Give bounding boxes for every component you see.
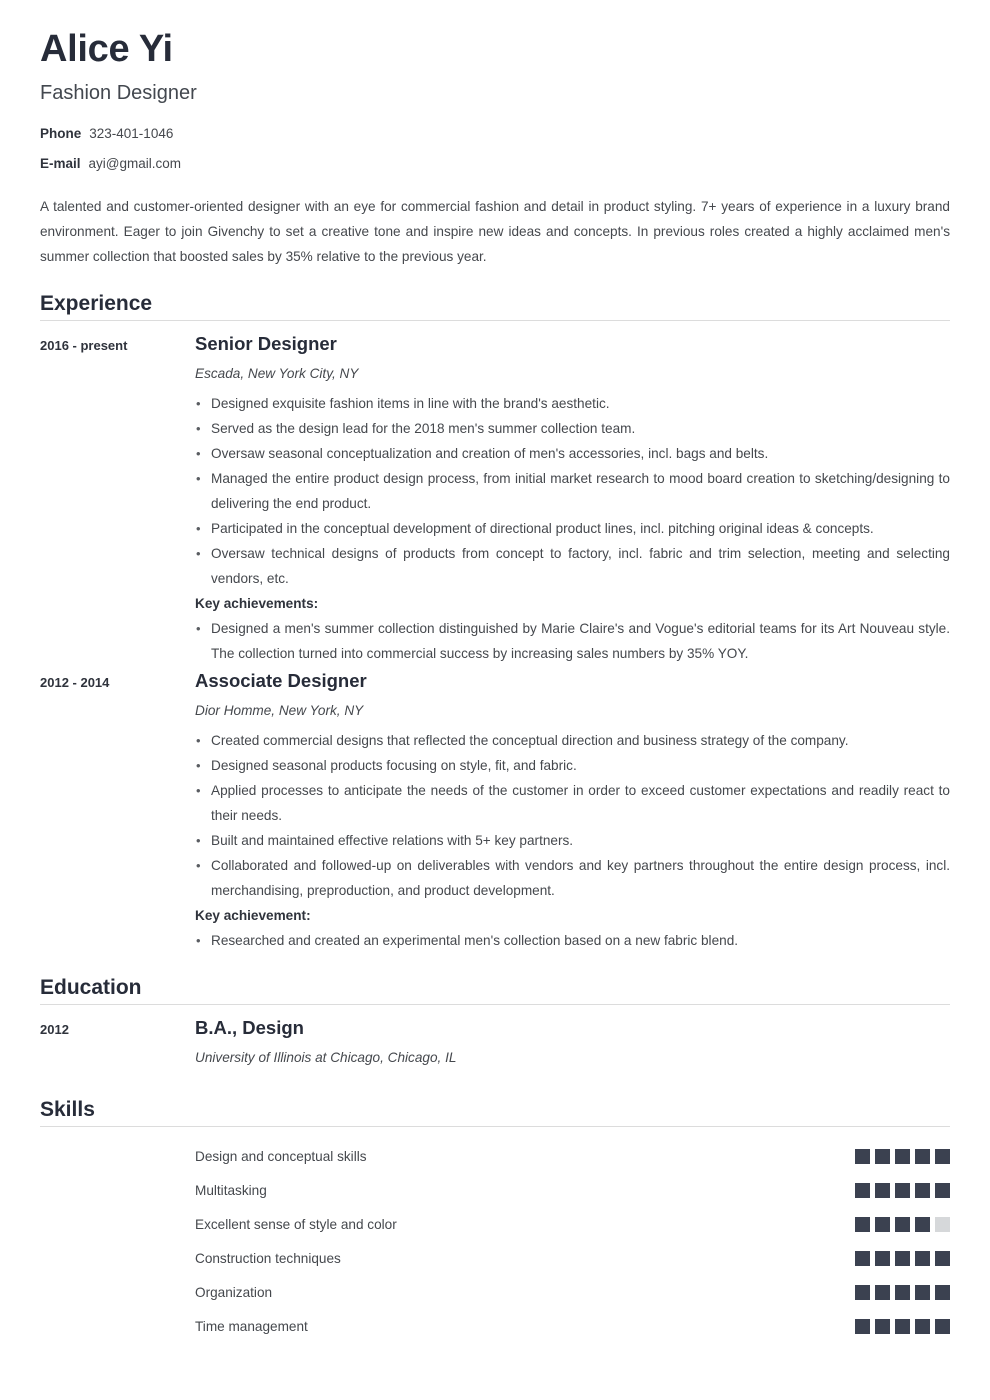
skill-list	[40, 1139, 950, 1343]
key-achievements-label: Key achievement:	[195, 908, 311, 924]
bullet-item: • Created commercial designs that reflected the conceptual direction and business strategy of the company.	[195, 728, 950, 753]
entry-body	[195, 1017, 950, 1075]
skill-rating	[855, 1251, 950, 1266]
skill-rating	[855, 1149, 950, 1164]
rating-square-filled	[935, 1183, 950, 1198]
bullet-item: • Oversaw seasonal conceptualization and creation of men's accessories, incl. bags and belts.	[195, 441, 950, 466]
contact-list	[40, 126, 950, 172]
rating-square-filled	[915, 1285, 930, 1300]
rating-square-filled	[895, 1319, 910, 1334]
experience-entry	[40, 333, 950, 666]
contact-value[interactable]: 323-401-1046	[89, 125, 174, 141]
skill-rating	[855, 1217, 950, 1232]
bullet-item: • Applied processes to anticipate the needs of the customer in order to exceed customer expectations and readily react to their needs.	[195, 778, 950, 828]
skill-rating	[855, 1319, 950, 1334]
skill-name: Organization	[195, 1284, 273, 1300]
rating-square-filled	[855, 1149, 870, 1164]
rating-square-filled	[855, 1217, 870, 1232]
section-title-experience: Experience	[40, 292, 153, 316]
rating-square-filled	[915, 1319, 930, 1334]
section-skills	[40, 1097, 950, 1343]
key-achievements-label: Key achievements:	[195, 596, 319, 612]
skill-rating	[855, 1183, 950, 1198]
rating-square-filled	[915, 1183, 930, 1198]
education-entry-list	[40, 1017, 950, 1075]
resume-header	[40, 30, 950, 172]
section-title-skills: Skills	[40, 1098, 95, 1122]
entry-date: 2016 - present	[40, 338, 128, 354]
contact-label: E-mail	[40, 156, 81, 172]
bullet-item: • Managed the entire product design process, from initial market research to mood board creation to sketching/designing to delivering the end product.	[195, 466, 950, 516]
rating-square-filled	[895, 1149, 910, 1164]
rating-square-filled	[935, 1285, 950, 1300]
skill-name: Design and conceptual skills	[195, 1148, 367, 1164]
skill-rating	[855, 1285, 950, 1300]
section-divider	[40, 1004, 950, 1005]
skill-row	[195, 1241, 950, 1275]
skill-name: Multitasking	[195, 1182, 267, 1198]
section-divider	[40, 320, 950, 321]
rating-square-filled	[895, 1285, 910, 1300]
bullet-item: • Oversaw technical designs of products from concept to factory, incl. fabric and trim selection, meeting and selecting vendors, etc.	[195, 541, 950, 591]
section-education	[40, 975, 950, 1075]
rating-square-filled	[855, 1285, 870, 1300]
bullet-item: • Designed a men's summer collection distinguished by Marie Claire's and Vogue's editorial teams for its Art Nouveau style. The collection turned into commercial success by increasing sales numbers by 35% YOY.	[195, 616, 950, 666]
entry-body	[195, 670, 950, 953]
entry-role: Senior Designer	[195, 333, 337, 355]
skill-row	[195, 1173, 950, 1207]
degree-title: B.A., Design	[195, 1017, 304, 1039]
skill-row	[195, 1275, 950, 1309]
rating-square-filled	[935, 1149, 950, 1164]
experience-entry	[40, 670, 950, 953]
skill-row	[195, 1207, 950, 1241]
bullet-list	[195, 391, 950, 591]
rating-square-filled	[935, 1251, 950, 1266]
bullet-item: • Participated in the conceptual development of directional product lines, incl. pitching original ideas & concepts.	[195, 516, 950, 541]
skill-name: Excellent sense of style and color	[195, 1216, 397, 1232]
bullet-list	[195, 616, 950, 666]
rating-square-filled	[915, 1251, 930, 1266]
bullet-item: • Researched and created an experimental men's collection based on a new fabric blend.	[195, 928, 950, 953]
rating-square-filled	[875, 1217, 890, 1232]
entry-date: 2012 - 2014	[40, 675, 110, 691]
rating-square-filled	[935, 1319, 950, 1334]
rating-square-filled	[895, 1183, 910, 1198]
skill-row	[195, 1309, 950, 1343]
rating-square-filled	[875, 1251, 890, 1266]
entry-role: Associate Designer	[195, 670, 367, 692]
rating-square-empty	[935, 1217, 950, 1232]
bullet-list	[195, 928, 950, 953]
skill-name: Time management	[195, 1318, 308, 1334]
contact-label: Phone	[40, 125, 82, 141]
candidate-name: Alice Yi	[40, 28, 173, 70]
bullet-list	[195, 728, 950, 903]
candidate-job-title: Fashion Designer	[40, 81, 197, 104]
rating-square-filled	[875, 1149, 890, 1164]
bullet-item: • Served as the design lead for the 2018 men's summer collection team.	[195, 416, 950, 441]
rating-square-filled	[855, 1251, 870, 1266]
bullet-item: • Designed seasonal products focusing on style, fit, and fabric.	[195, 753, 950, 778]
experience-entry-list	[40, 333, 950, 953]
rating-square-filled	[895, 1217, 910, 1232]
rating-square-filled	[855, 1319, 870, 1334]
section-title-education: Education	[40, 976, 142, 1000]
skill-row	[195, 1139, 950, 1173]
contact-value[interactable]: ayi@gmail.com	[88, 156, 181, 172]
rating-square-filled	[915, 1217, 930, 1232]
rating-square-filled	[855, 1183, 870, 1198]
rating-square-filled	[875, 1319, 890, 1334]
section-divider	[40, 1126, 950, 1127]
entry-body	[195, 333, 950, 666]
skill-name: Construction techniques	[195, 1250, 341, 1266]
contact-row	[40, 126, 950, 142]
contact-row	[40, 156, 950, 172]
professional-summary: A talented and customer-oriented designer with an eye for commercial fashion and detail in product styling. 7+ years of experience in a luxury brand environment. Eager to join Givenchy to set a creative tone and inspire new ideas and concepts. In previous roles created a highly acclaimed men's summer collection that boosted sales by 35% relative to the previous year.	[40, 199, 950, 265]
section-experience	[40, 291, 950, 953]
entry-date: 2012	[40, 1022, 69, 1038]
rating-square-filled	[875, 1285, 890, 1300]
rating-square-filled	[895, 1251, 910, 1266]
bullet-item: • Collaborated and followed-up on deliverables with vendors and key partners throughout the entire design process, incl. merchandising, preproduction, and product development.	[195, 853, 950, 903]
bullet-item: • Designed exquisite fashion items in line with the brand's aesthetic.	[195, 391, 950, 416]
school-name: University of Illinois at Chicago, Chicago, IL	[195, 1049, 457, 1065]
entry-company: Escada, New York City, NY	[195, 365, 359, 381]
rating-square-filled	[875, 1183, 890, 1198]
bullet-item: • Built and maintained effective relations with 5+ key partners.	[195, 828, 950, 853]
entry-company: Dior Homme, New York, NY	[195, 702, 364, 718]
education-entry	[40, 1017, 950, 1075]
rating-square-filled	[915, 1149, 930, 1164]
